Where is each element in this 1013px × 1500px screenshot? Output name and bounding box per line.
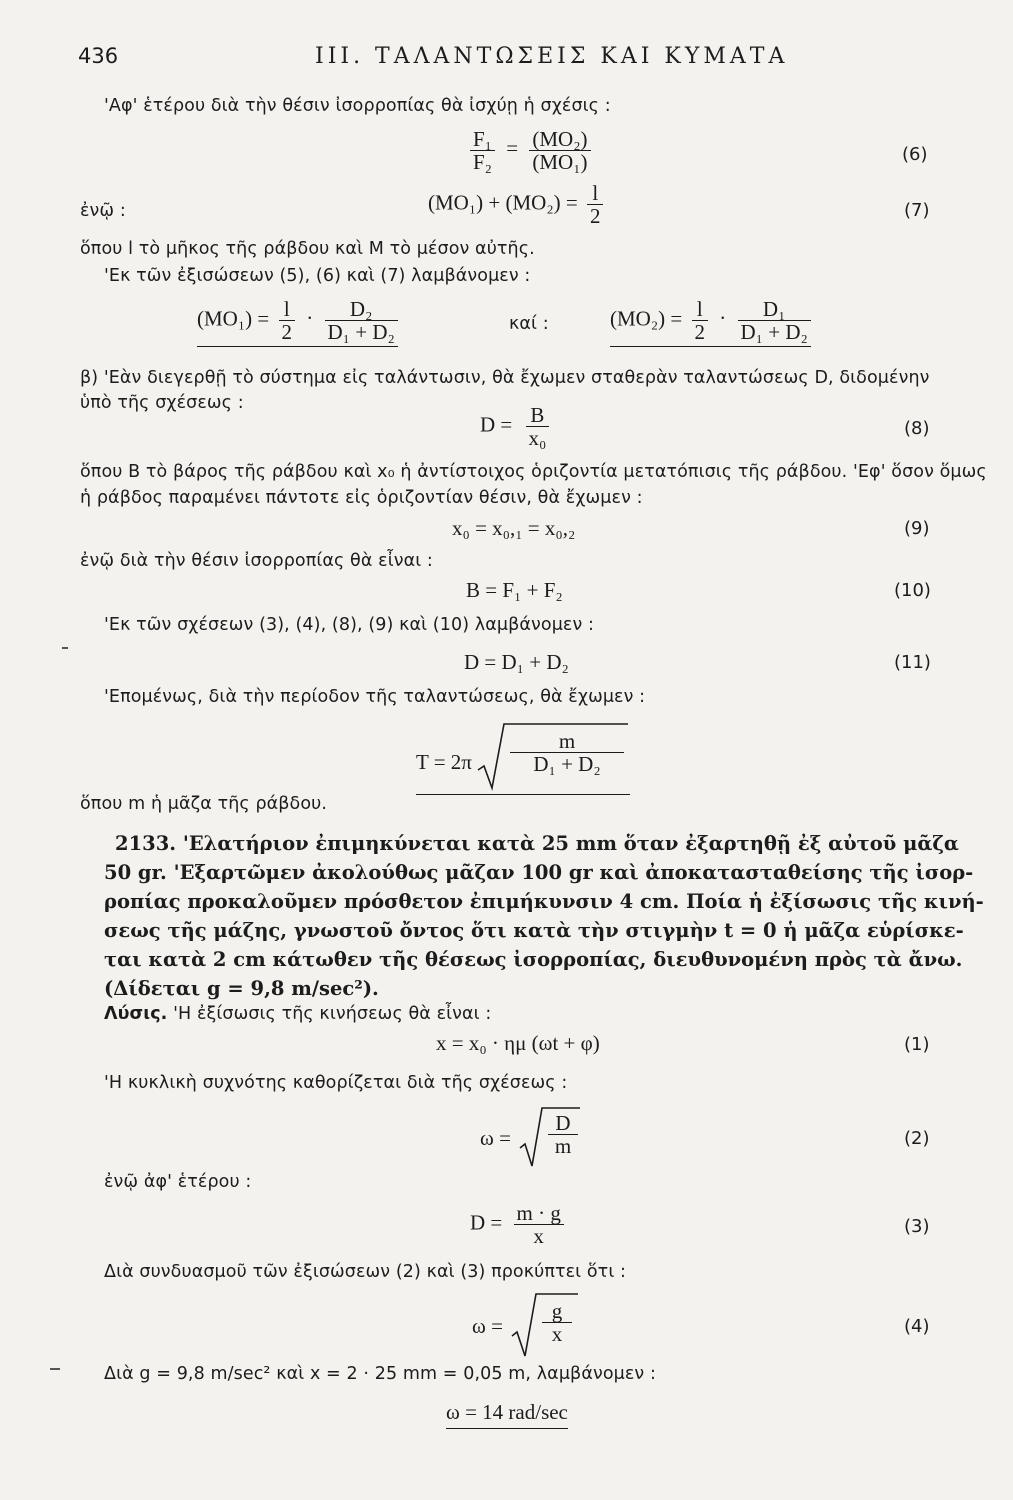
equation-9: x₀ = x₀,₁ = x₀,₂ (452, 516, 576, 540)
text-line: ἐνῷ : (80, 201, 126, 221)
fraction-denominator: D₁ + D₂ (327, 320, 395, 344)
fraction-numerator: D₁ (738, 298, 811, 321)
text-line: 'Επομένως, διὰ τὴν περίοδον τῆς ταλαντώσεως, θὰ ἔχωμεν : (104, 687, 646, 707)
problem-line: 50 gr. 'Εξαρτῶμεν ἀκολούθως μᾶζαν 100 gr καὶ ἀποκατασταθείσης τῆς ἰσορ- (104, 861, 974, 884)
fraction-numerator: (MO₂) (529, 128, 590, 151)
fraction-numerator: l (279, 298, 296, 321)
eq4-sqrt (512, 1292, 578, 1358)
fraction-numerator: l (692, 298, 709, 321)
fraction-denominator: x (551, 1322, 563, 1346)
text-line: καί : (509, 314, 549, 334)
problem-line: σεως τῆς μάζης, γνωστοῦ ὄντος ὅτι κατὰ τὴν στιγμὴν t = 0 ἡ μᾶζα εὑρίσκε- (104, 919, 964, 942)
fraction-denominator: (MO₁) (532, 150, 588, 174)
equation-7 (428, 182, 603, 227)
fraction-numerator: g (542, 1300, 572, 1323)
period-lhs: T = 2π (416, 750, 472, 774)
text-line: ἐνῷ ἀφ' ἑτέρου : (104, 1172, 252, 1192)
text-line: 'Η κυκλικὴ συχνότης καθορίζεται διὰ τῆς σχέσεως : (104, 1073, 568, 1093)
fraction-numerator: l (587, 182, 604, 205)
fraction-numerator: D₂ (325, 298, 398, 321)
equation-number: (4) (904, 1316, 930, 1337)
equation-lhs: D = (480, 412, 513, 437)
equation-number: (6) (902, 144, 928, 165)
problem-line: (Δίδεται g = 9,8 m/sec²). (104, 977, 379, 1000)
equation-number: (8) (904, 418, 930, 439)
text-line: 'Εκ τῶν σχέσεων (3), (4), (8), (9) καὶ (10) λαμβάνομεν : (104, 615, 595, 635)
equation-number: (3) (904, 1216, 930, 1237)
fraction-denominator: 2 (281, 320, 292, 344)
fraction-denominator: D₁ + D₂ (740, 320, 808, 344)
equation-number: (1) (904, 1034, 930, 1055)
equation-10: B = F₁ + F₂ (466, 578, 563, 602)
equation-number: (2) (904, 1128, 930, 1149)
equation-number: (9) (904, 518, 930, 539)
text-line: ὑπὸ τῆς σχέσεως : (80, 393, 244, 413)
equation-1: x = x₀ · ημ (ωt + φ) (436, 1031, 600, 1055)
fraction-denominator: 2 (694, 320, 705, 344)
equation-number: (10) (894, 580, 931, 601)
equation-4-lhs: ω = (472, 1314, 503, 1338)
equation-6: $\frac{\text{F₁}}{\text{F₂}}$ = $\frac{\text{(MO₂)}}{\text{(MO₁)}}$ (470, 128, 591, 173)
solution-label: Λύσις. (104, 1004, 168, 1024)
text-line: Διὰ g = 9,8 m/sec² καὶ x = 2 · 25 mm = 0,05 m, λαμβάνομεν : (104, 1364, 656, 1384)
fraction-numerator: B (526, 404, 550, 427)
text-line: ἐνῷ διὰ τὴν θέσιν ἰσορροπίας θὰ εἶναι : (80, 551, 433, 571)
equation-8 (480, 404, 549, 449)
equation-3 (470, 1202, 564, 1247)
fraction-numerator: m · g (514, 1202, 564, 1225)
margin-mark (50, 1368, 60, 1370)
chapter-title: ΙΙΙ. ΤΑΛΑΝΤΩΣΕΙΣ ΚΑΙ ΚΥΜΑΤΑ (315, 44, 789, 69)
text-line: ὅπου m ἡ μᾶζα τῆς ράβδου. (80, 794, 328, 814)
problem-line: ται κατὰ 2 cm κάτωθεν τῆς θέσεως ἰσορροπίας, διευθυνομένη πρὸς τὰ ἄνω. (104, 948, 963, 971)
equation-lhs: D = (470, 1210, 503, 1235)
equation-11: D = D₁ + D₂ (464, 650, 569, 674)
fraction-denominator: x₀ (528, 426, 547, 450)
text-line: β) 'Εὰν διεγερθῇ τὸ σύστημα εἰς ταλάντωσιν, θὰ ἔχωμεν σταθερὰν ταλαντώσεως D, διδομένην (80, 368, 930, 388)
problem-line: ροπίας προκαλοῦμεν πρόσθετον ἐπιμήκυνσιν 4 cm. Ποία ἡ ἐξίσωσις τῆς κινή- (104, 890, 984, 913)
underline (416, 794, 630, 795)
result-mo2: (MO₂) = $\frac{l}{2}$ · $\frac{\text{D₁}}{\text{D₁ + D₂}}$ (610, 298, 811, 347)
fraction-numerator: F₁ (470, 128, 495, 151)
fraction-numerator: m (510, 730, 624, 753)
fraction-denominator: F₂ (473, 150, 493, 174)
equation-number: (7) (904, 200, 930, 221)
text-line: ἡ ράβδος παραμένει πάντοτε εἰς ὁριζοντίαν θέσιν, θὰ ἔχωμεν : (80, 488, 643, 508)
equation-2-lhs: ω = (480, 1126, 511, 1150)
equation-lhs: (MO₁) = (197, 306, 270, 331)
text-line: 'Αφ' ἑτέρου διὰ τὴν θέσιν ἰσορροπίας θὰ ἰσχύῃ ἡ σχέσις : (104, 96, 611, 116)
eq2-sqrt (520, 1106, 580, 1168)
period-sqrt (478, 722, 628, 790)
result-mo1: (MO₁) = $\frac{l}{2}$ · $\frac{\text{D₂}}{\text{D₁ + D₂}}$ (197, 298, 398, 347)
equation-lhs: (MO₁) + (MO₂) = (428, 190, 578, 215)
equation-lhs: (MO₂) = (610, 306, 683, 331)
text-line: ὅπου l τὸ μῆκος τῆς ράβδου καὶ Μ τὸ μέσον αὐτῆς. (80, 239, 535, 259)
text-line: Διὰ συνδυασμοῦ τῶν ἐξισώσεων (2) καὶ (3) προκύπτει ὅτι : (104, 1262, 626, 1282)
fraction-denominator: D₁ + D₂ (533, 752, 601, 776)
solution-text: 'Η ἐξίσωσις τῆς κινήσεως θὰ εἶναι : (173, 1004, 492, 1024)
solution-line (104, 1004, 491, 1024)
text-line: 'Εκ τῶν ἐξισώσεων (5), (6) καὶ (7) λαμβάνομεν : (104, 266, 531, 286)
fraction-numerator: D (548, 1112, 578, 1135)
final-result: ω = 14 rad/sec (446, 1400, 568, 1429)
fraction-denominator: m (554, 1134, 572, 1158)
margin-mark (62, 647, 68, 649)
equation-number: (11) (894, 652, 931, 673)
fraction-denominator: x (533, 1224, 544, 1248)
text-line: ὅπου Β τὸ βάρος τῆς ράβδου καὶ x₀ ἡ ἀντίστοιχος ὁριζοντία μετατόπισις τῆς ράβδου. 'Εφ' ὅσον ὅμως (80, 462, 987, 482)
page-number: 436 (78, 44, 119, 68)
problem-line: 2133. 'Ελατήριον ἐπιμηκύνεται κατὰ 25 mm ὅταν ἐξαρτηθῇ ἐξ αὐτοῦ μᾶζα (115, 832, 959, 855)
fraction-denominator: 2 (589, 204, 601, 228)
